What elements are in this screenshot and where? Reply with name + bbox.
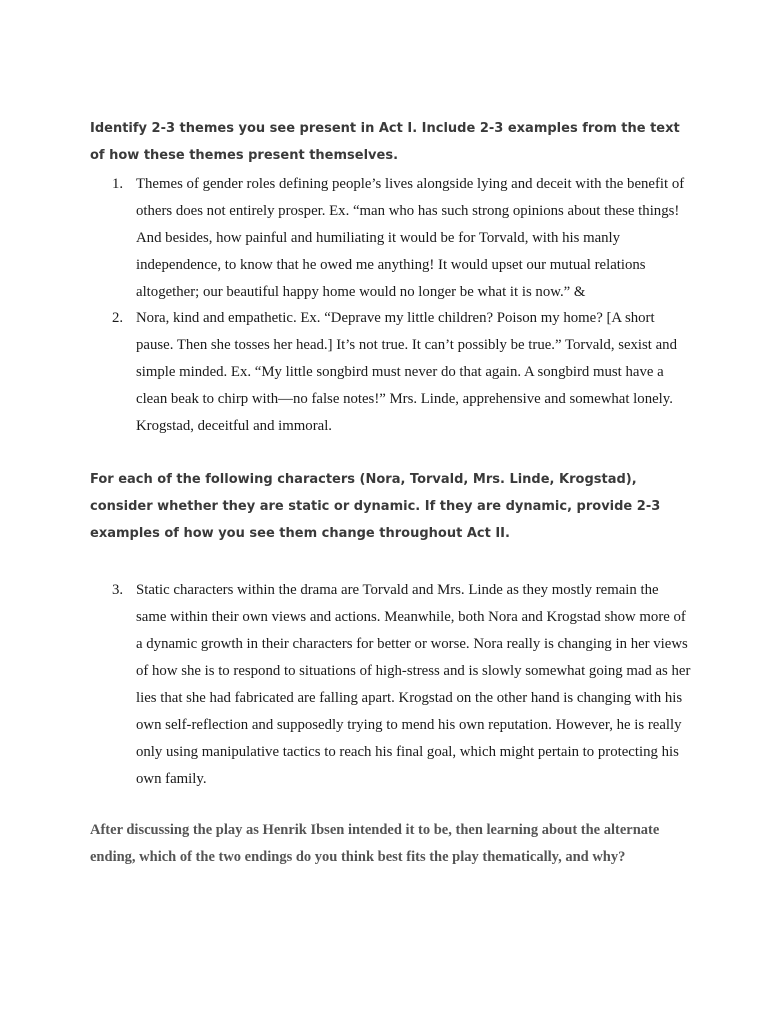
question-3-prompt: After discussing the play as Henrik Ibsen intended it to be, then learning about the alternate ending, which of the two endings do you think best fits the play thematically, and why? (90, 822, 660, 865)
answer-text: Static characters within the drama are Torvald and Mrs. Linde as they mostly remain the same within their own views and actions. Meanwhile, both Nora and Krogstad show more of a dynamic growth in their characters for better or worse. Nora really is changing in her views of how she is to respond to situations of high-stress and is slowly somewhat going mad as her lies that she had fabricated are falling apart. Krogstad on the other hand is changing with his own self-reflection and supposedly trying to mend his own reputation. However, he is really only using manipulative tactics to reach his final goal, which might pertain to protecting his own family. (136, 582, 691, 787)
question-1-prompt: Identify 2-3 themes you see present in Act I. Include 2-3 examples from the text of how these themes present themselves. (90, 121, 680, 163)
answer-text: Themes of gender roles defining people’s lives alongside lying and deceit with the benefit of others does not entirely prosper. Ex. “man who has such strong opinions about these things! And besides, how painful and humiliating it would be for Torvald, with his manly independence, to know that he owed me anything! It would upset our mutual relations altogether; our beautiful happy home would no longer be what it is now.” & (136, 176, 685, 300)
answer-text: Nora, kind and empathetic. Ex. “Deprave my little children? Poison my home? [A short pause. Then she tosses her head.] It’s not true. It can’t possibly be true.” Torvald, sexist and simple minded. Ex. “My little songbird must never do that again. A songbird must have a clean beak to chirp with—no false notes!” Mrs. Linde, apprehensive and somewhat lonely. Krogstad, deceitful and immoral. (136, 310, 677, 434)
answer-item-3 (112, 577, 692, 793)
answer-item-1 (112, 171, 692, 306)
list-number: 1. (112, 176, 124, 192)
list-number: 2. (112, 310, 124, 326)
question-2-prompt: For each of the following characters (Nora, Torvald, Mrs. Linde, Krogstad), consider whether they are static or dynamic. If they are dynamic, provide 2-3 examples of how you see them change throughout Act II. (90, 472, 661, 541)
answer-item-2 (112, 305, 692, 440)
list-number: 3. (112, 582, 124, 598)
